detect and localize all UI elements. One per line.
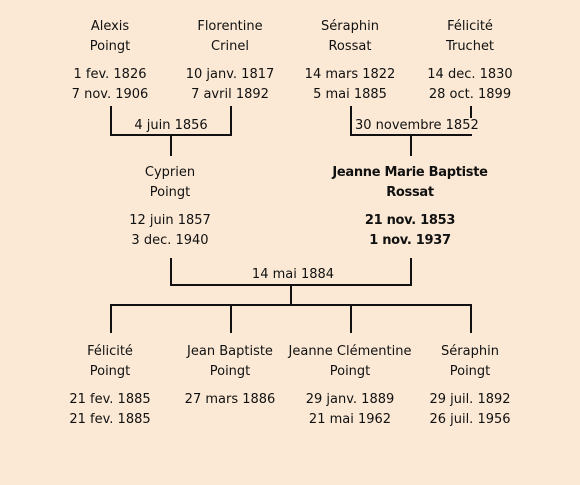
last-name: Poingt [449,364,491,379]
death-date: 21 fev. 1885 [69,412,151,427]
person-florentine-crinel [160,17,300,105]
death-date: 7 avril 1892 [191,87,269,102]
death-date: 28 oct. 1899 [428,87,512,102]
first-name: Jeanne Clémentine [288,344,412,359]
marriage-date: 4 juin 1856 [120,118,222,134]
child-line [110,306,112,333]
connector-line [170,258,172,286]
person-cyprien-poingt [100,163,240,251]
death-date: 1 nov. 1937 [369,233,451,248]
birth-date: 27 mars 1886 [184,392,276,407]
birth-date: 10 janv. 1817 [185,67,275,82]
death-date: 7 nov. 1906 [71,87,149,102]
birth-date: 12 juin 1857 [129,213,211,228]
death-date: 21 mai 1962 [308,412,392,427]
marriage-date: 14 mai 1884 [248,267,338,283]
connector-line [230,106,232,136]
last-name: Poingt [89,39,131,54]
last-name: Truchet [445,39,495,54]
birth-date: 1 fev. 1826 [73,67,147,82]
birth-date: 29 juil. 1892 [429,392,511,407]
first-name: Jeanne Marie Baptiste [332,165,488,180]
birth-date: 14 mars 1822 [304,67,396,82]
birth-date: 29 janv. 1889 [305,392,395,407]
death-date: 5 mai 1885 [313,87,387,102]
person-alexis-poingt [40,17,180,105]
first-name: Félicité [87,344,133,359]
last-name: Poingt [329,364,371,379]
first-name: Félicité [447,19,493,34]
death-date: 26 juil. 1956 [429,412,511,427]
descent-line [290,286,292,306]
last-name: Rossat [328,39,372,54]
person-jeanne-marie-baptiste-rossat [320,163,500,251]
first-name: Jean Baptiste [187,344,273,359]
last-name: Rossat [386,185,434,200]
person-felicite-poingt [40,342,180,430]
first-name: Alexis [90,19,130,34]
person-seraphin-poingt [400,342,540,430]
first-name: Cyprien [144,165,196,180]
person-felicite-truchet [400,17,540,105]
child-line [470,306,472,333]
last-name: Poingt [149,185,191,200]
birth-date: 21 fev. 1885 [69,392,151,407]
last-name: Poingt [89,364,131,379]
descent-line [410,136,412,156]
descent-line [170,136,172,156]
death-date: 3 dec. 1940 [131,233,209,248]
marriage-date: 30 novembre 1852 [352,118,474,134]
child-line [350,306,352,333]
connector-line [410,258,412,286]
first-name: Séraphin [441,344,499,359]
connector-line [110,106,112,136]
sibling-bar [110,304,472,306]
birth-date: 21 nov. 1853 [364,213,456,228]
child-line [230,306,232,333]
first-name: Florentine [197,19,263,34]
last-name: Crinel [211,39,249,54]
last-name: Poingt [209,364,251,379]
birth-date: 14 dec. 1830 [427,67,513,82]
person-seraphin-rossat [280,17,420,105]
first-name: Séraphin [321,19,379,34]
